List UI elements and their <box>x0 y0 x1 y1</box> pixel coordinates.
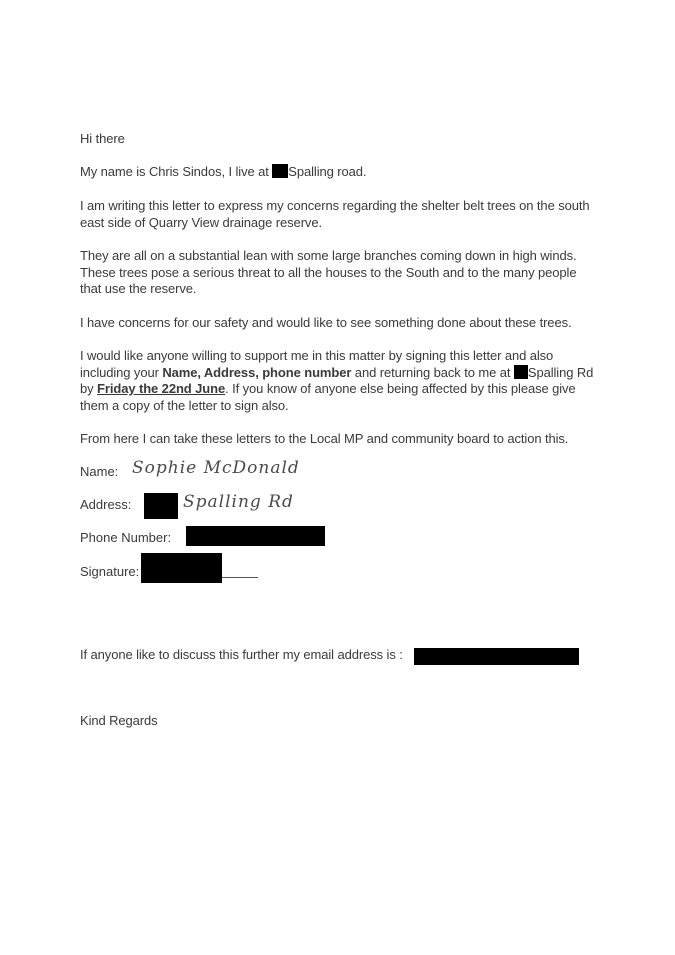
paragraph-trees-lean: They are all on a substantial lean with some large branches coming down in high winds. These trees pose a serious threat to all the houses to the South and to the many people that use the reserve. <box>80 248 577 296</box>
paragraph-concerns: I am writing this letter to express my concerns regarding the shelter belt trees on the south east side of Quarry View drainage reserve. <box>80 198 590 230</box>
intro-street: Spalling road. <box>288 164 367 179</box>
request-text-b: and returning back to me at <box>351 364 514 380</box>
phone-label: Phone Number: <box>80 530 172 545</box>
name-handwritten: Sophie McDonald <box>132 458 300 478</box>
request-deadline: Friday the 22nd June <box>97 381 226 396</box>
signature-line <box>222 577 258 578</box>
redaction-house-number <box>272 164 288 178</box>
paragraph-safety: I have concerns for our safety and would like to see something done about these trees. <box>80 315 572 330</box>
greeting: Hi there <box>80 131 125 146</box>
redaction-address-number <box>144 493 178 519</box>
paragraph-request <box>80 348 600 414</box>
paragraph-action: From here I can take these letters to the Local MP and community board to action this. <box>80 431 569 446</box>
email-line: If anyone like to discuss this further my email address is : <box>80 647 403 662</box>
redaction-phone-number <box>186 526 325 546</box>
redaction-email <box>414 648 579 665</box>
request-fields-bold: Name, Address, phone number <box>162 364 352 380</box>
request-text-d: . If you know of anyone else being affected by this please give them a copy of the letter to sign also. <box>80 381 576 413</box>
redaction-return-number <box>514 365 528 379</box>
closing: Kind Regards <box>80 713 158 728</box>
request-text-c: Spalling Rd by <box>80 364 594 396</box>
name-label: Name: <box>80 464 119 479</box>
signature-label: Signature: <box>80 564 140 579</box>
address-label: Address: <box>80 497 132 512</box>
intro-line <box>80 164 600 181</box>
address-handwritten: Spalling Rd <box>183 492 294 512</box>
request-text-a: I would like anyone willing to support me in this matter by signing this letter and also including your <box>80 348 554 380</box>
redaction-signature <box>141 553 222 583</box>
intro-text: My name is Chris Sindos, I live at <box>80 164 273 179</box>
